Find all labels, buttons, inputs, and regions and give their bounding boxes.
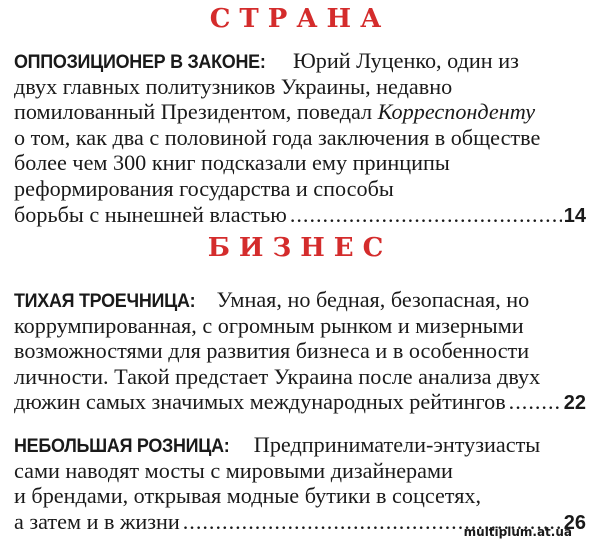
article-text: о том, как два с половиной года заключения в обществе	[14, 124, 541, 150]
article-line	[14, 48, 586, 74]
article-text: сами наводят мосты с мировыми дизайнерами	[14, 457, 453, 483]
article-line	[14, 432, 586, 458]
article-text: помилованный Президентом, поведал	[14, 99, 378, 125]
article-text: дюжин самых значимых международных рейтингов	[14, 389, 506, 415]
section-heading-strana: СТРАНА	[209, 4, 391, 34]
article-text: а затем и в жизни	[14, 508, 180, 534]
article-headline: ТИХАЯ ТРОЕЧНИЦА:	[14, 290, 196, 312]
article-text: борьбы с нынешней властью	[14, 201, 287, 227]
page-number[interactable]: 26	[563, 511, 586, 534]
article-text: Юрий Луценко, один из	[287, 48, 519, 73]
article-text: личности. Такой предстает Украина после анализа двух	[14, 363, 541, 389]
article-text: более чем 300 книг подсказали ему принципы	[14, 150, 450, 176]
article-text: реформирования государства и способы	[14, 175, 394, 201]
article-line	[14, 389, 586, 415]
article-text: Предприниматели-энтузиасты	[248, 432, 541, 457]
article-text: Умная, но бедная, безопасная, но	[211, 287, 530, 312]
article-line	[14, 99, 586, 125]
article-line	[14, 202, 586, 228]
article-text: и брендами, открывая модные бутики в соцсетях,	[14, 483, 482, 509]
dot-leader	[509, 389, 562, 415]
article-text: возможностями для развития бизнеса и в особенности	[14, 338, 530, 364]
article-opposition[interactable]	[14, 48, 586, 227]
dot-leader	[290, 202, 562, 228]
section-heading-biznes: БИЗНЕС	[207, 233, 393, 263]
article-headline: ОППОЗИЦИОНЕР В ЗАКОНЕ:	[14, 51, 266, 73]
article-headline: НЕБОЛЬШАЯ РОЗНИЦА:	[14, 435, 230, 457]
article-line	[14, 287, 586, 313]
article-text: коррумпированная, с огромным рынком и мизерными	[14, 312, 524, 338]
article-italic-text: Корреспонденту	[377, 99, 536, 125]
page-number[interactable]: 14	[563, 204, 586, 227]
article-troechnitsa[interactable]	[14, 287, 586, 415]
watermark: multiplum.at.ua	[463, 525, 572, 539]
page-number[interactable]: 22	[563, 392, 586, 415]
article-text: двух главных политузников Украины, недавно	[14, 73, 453, 99]
article-roznitsa[interactable]	[14, 432, 586, 534]
